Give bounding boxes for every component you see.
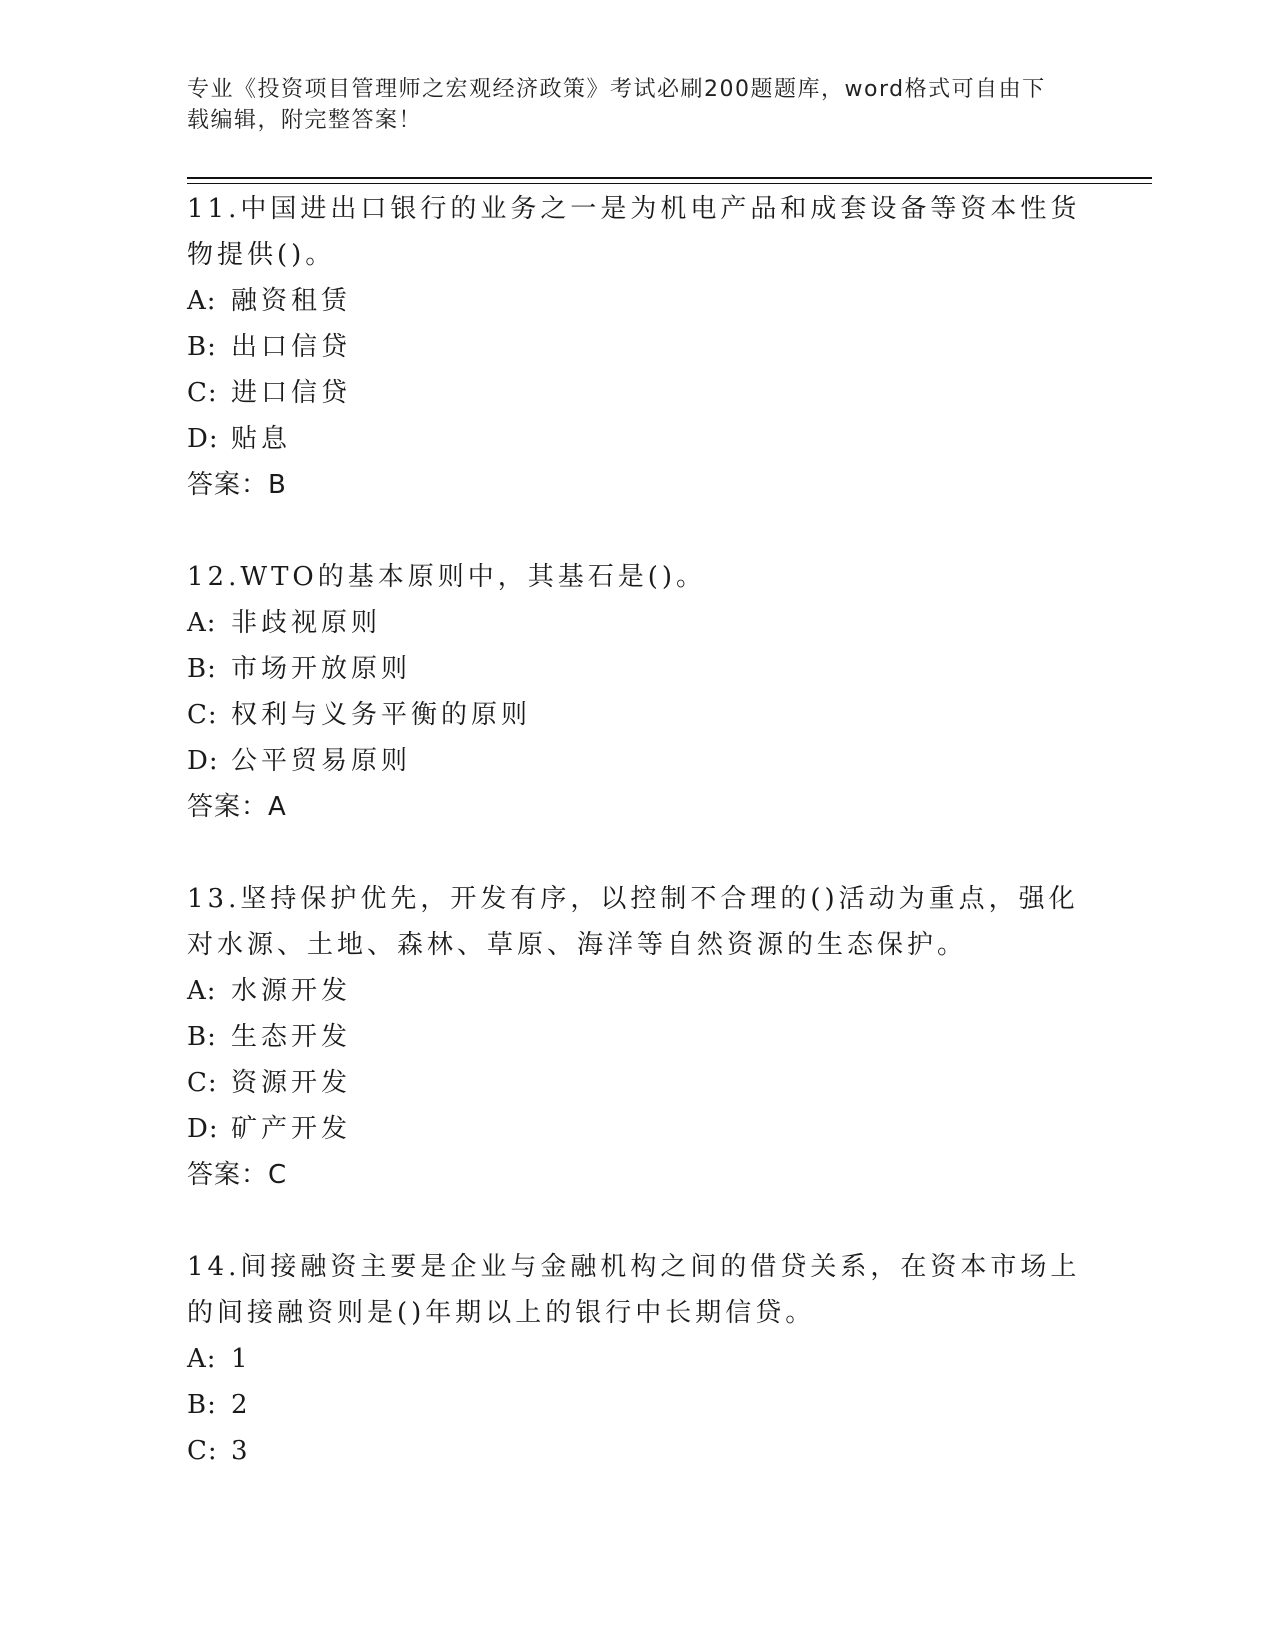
header-divider-thin [187,183,1152,184]
option-key: D: [187,1114,219,1144]
option-key: D: [187,746,219,776]
option-d [187,1106,1087,1152]
answer-line: 答案：B [187,470,287,500]
question-12 [187,554,1087,830]
question-stem: 14.间接融资主要是企业与金融机构之间的借贷关系，在资本市场上的间接融资则是()年期以上的银行中长期信贷。 [187,1252,1081,1328]
option-text: 非歧视原则 [231,608,382,638]
option-text: 2 [231,1390,252,1420]
question-stem: 11.中国进出口银行的业务之一是为机电产品和成套设备等资本性货物提供()。 [187,194,1081,270]
option-text: 矿产开发 [231,1114,352,1144]
option-a [187,600,1087,646]
option-c [187,370,1087,416]
option-key: C: [187,700,218,730]
option-d [187,416,1087,462]
option-c [187,692,1087,738]
option-key: B: [187,654,217,684]
option-b [187,1382,1087,1428]
option-a [187,1336,1087,1382]
question-stem: 13.坚持保护优先，开发有序，以控制不合理的()活动为重点，强化对水源、土地、森林、草原、海洋等自然资源的生态保护。 [187,884,1079,960]
answer-line: 答案：A [187,792,287,822]
option-key: B: [187,1022,217,1052]
option-text: 融资租赁 [231,286,352,316]
option-text: 出口信贷 [231,332,352,362]
option-c [187,1060,1087,1106]
question-stem: 12.WTO的基本原则中，其基石是()。 [187,562,707,592]
option-text: 生态开发 [231,1022,352,1052]
option-text: 公平贸易原则 [231,746,412,776]
option-key: C: [187,1436,218,1466]
option-a [187,278,1087,324]
option-key: A: [187,286,217,316]
option-text: 市场开放原则 [231,654,412,684]
question-14 [187,1244,1087,1474]
question-list [187,186,1087,1520]
option-text: 权利与义务平衡的原则 [231,700,532,730]
option-key: D: [187,424,219,454]
question-11 [187,186,1087,508]
option-key: B: [187,1390,217,1420]
option-text: 进口信贷 [231,378,352,408]
option-d [187,738,1087,784]
document-header: 专业《投资项目管理师之宏观经济政策》考试必刷200题题库，word格式可自由下载编辑，附完整答案！ [187,77,1046,133]
option-key: A: [187,608,217,638]
option-key: A: [187,1344,217,1374]
option-key: B: [187,332,217,362]
option-text: 水源开发 [231,976,352,1006]
option-text: 资源开发 [231,1068,352,1098]
option-c [187,1428,1087,1474]
option-b [187,324,1087,370]
option-key: C: [187,1068,218,1098]
option-text: 贴息 [231,424,292,454]
question-13 [187,876,1087,1198]
option-b [187,646,1087,692]
option-text: 3 [231,1436,252,1466]
answer-line: 答案：C [187,1160,288,1190]
option-b [187,1014,1087,1060]
header-divider-thick [187,177,1152,179]
option-key: C: [187,378,218,408]
option-key: A: [187,976,217,1006]
option-a [187,968,1087,1014]
option-text: 1 [231,1344,252,1374]
